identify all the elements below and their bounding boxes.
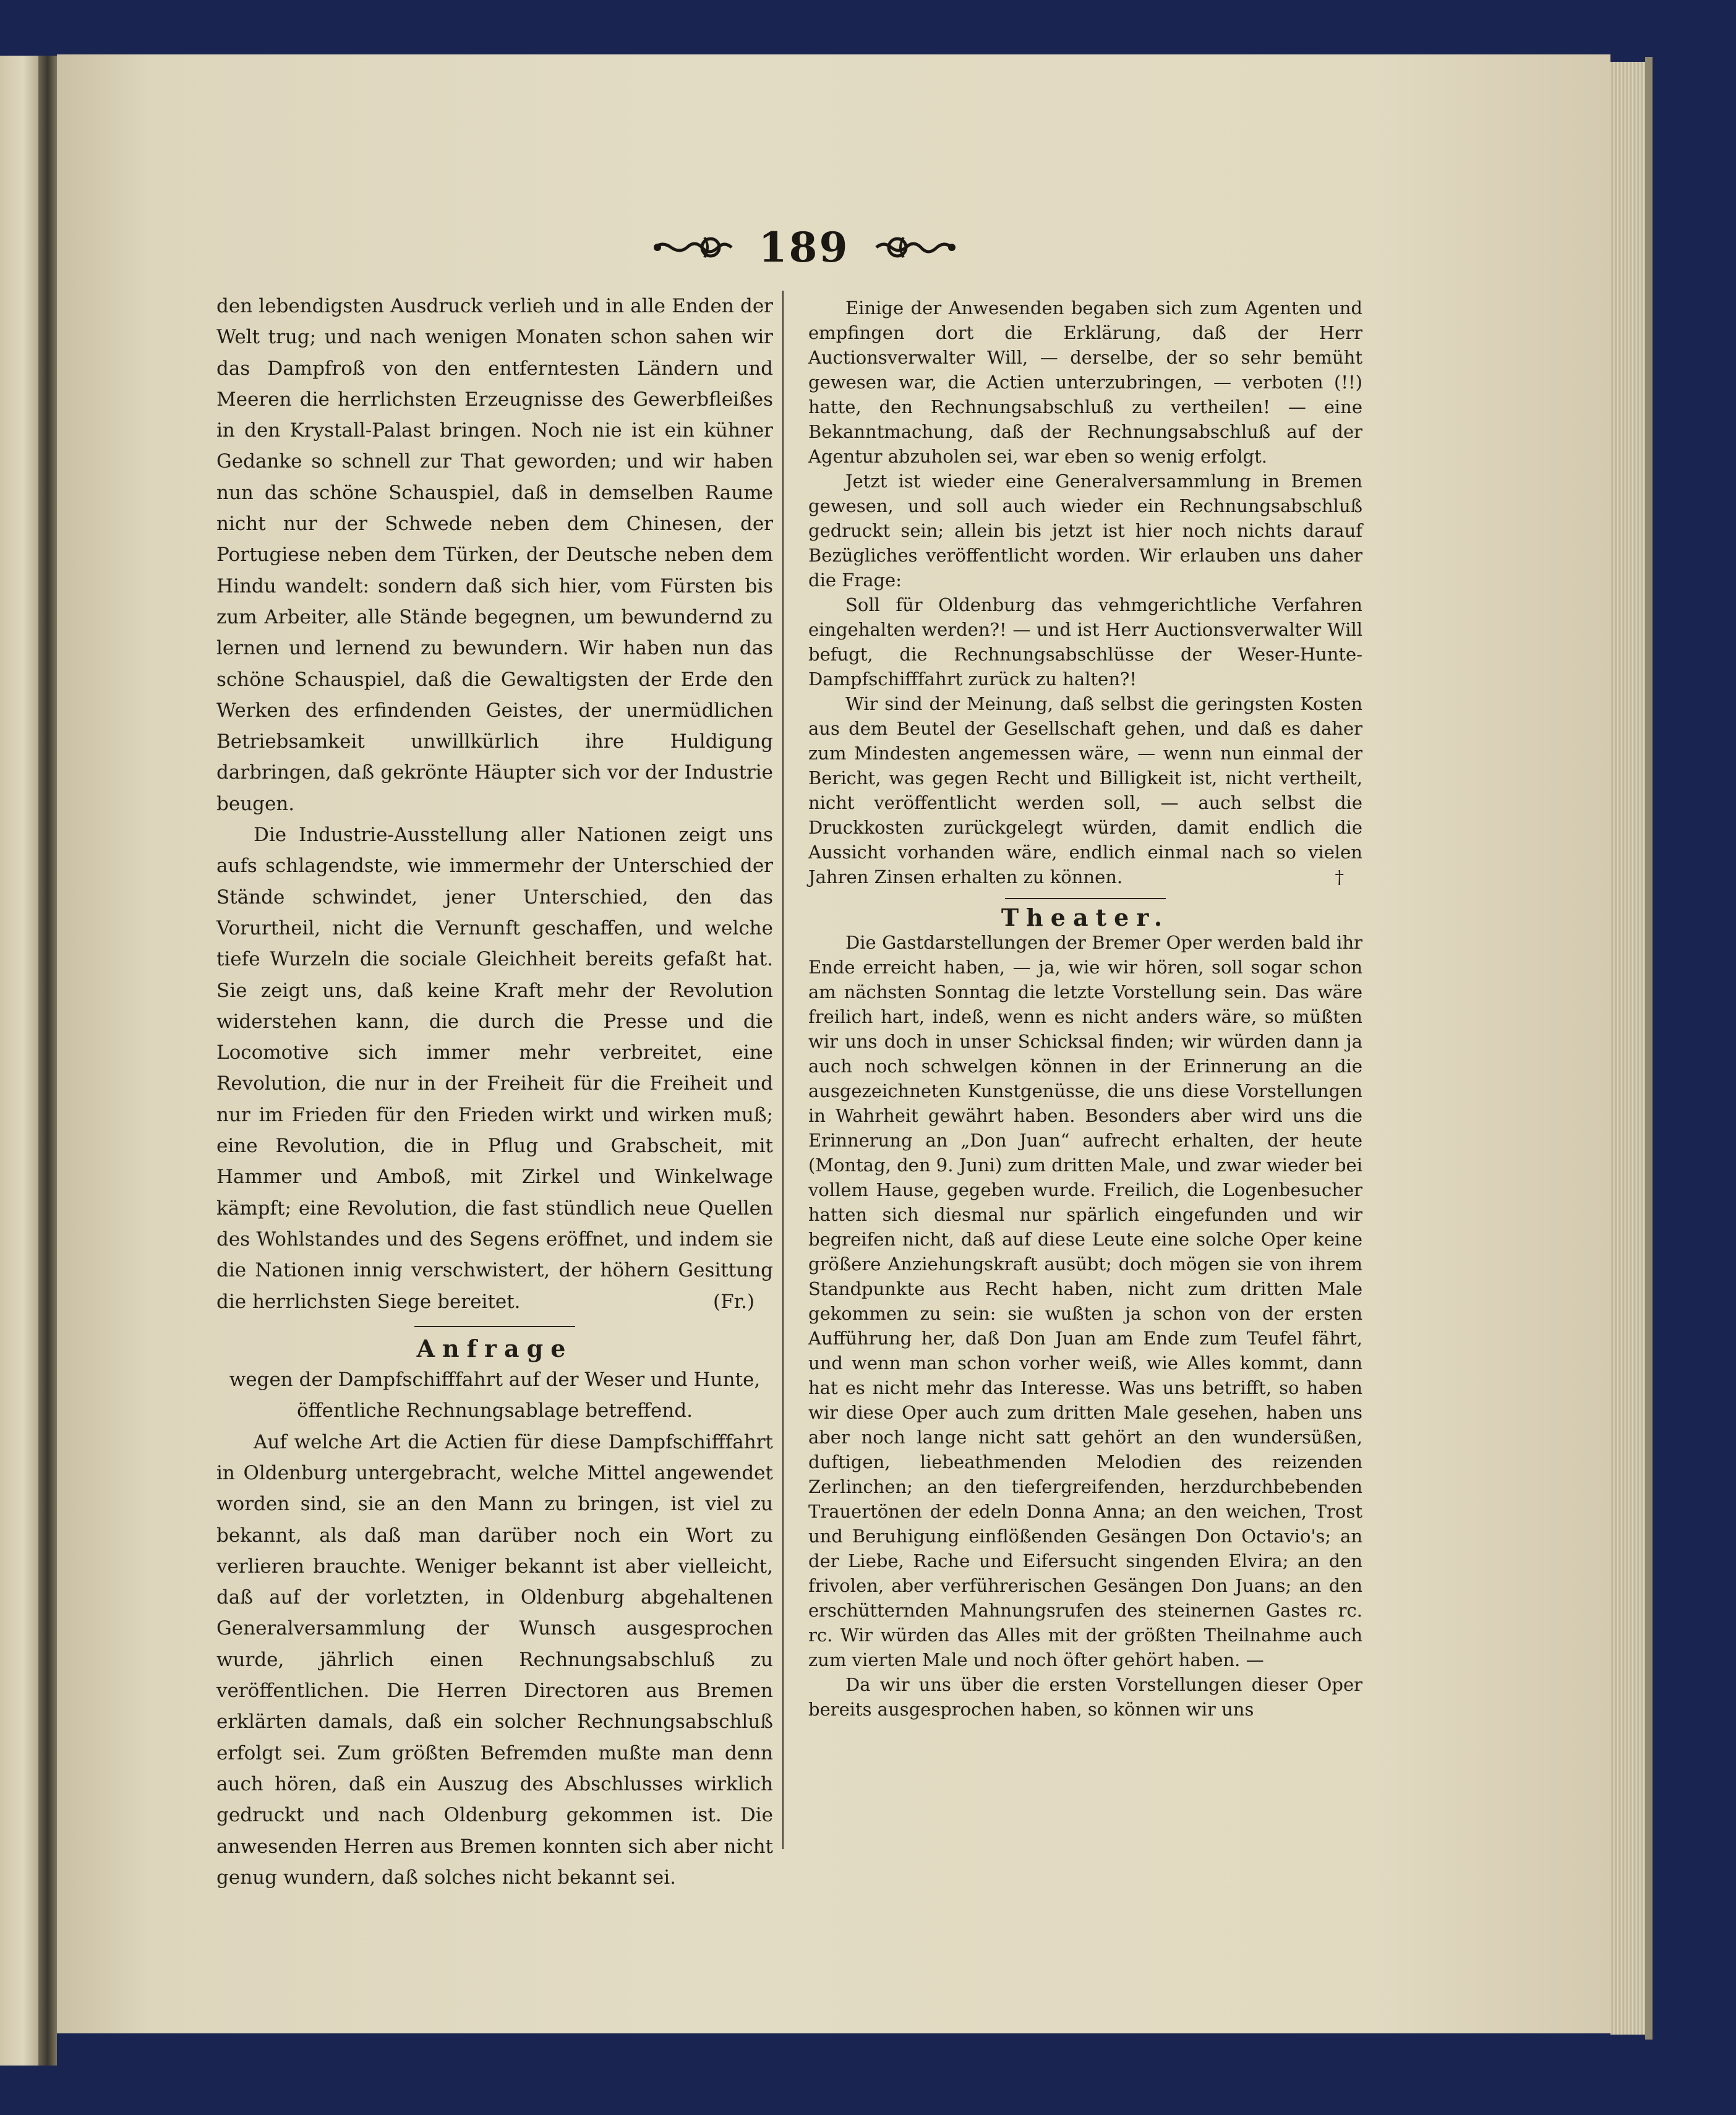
anfrage-paragraph: Auf welche Art die Actien für diese Dampfschifffahrt in Oldenburg untergebracht, welche Mittel angewendet worden sind, sie an den Mann zu bringen, ist viel zu bekannt, als daß man darüber noch ein Wort zu verlieren brauchte. Weniger bekannt ist aber vielleicht, daß auf der vorletzten, in Oldenburg abgehaltenen Generalversammlung der Wunsch ausgesprochen wurde, jährlich einen Rechnungsabschluß zu veröffentlichen. Die Herren Directoren aus Bremen erklärten damals, daß ein solcher Rechnungsabschluß erfolgt sei. Zum größten Befremden mußte man denn auch hören, daß ein Auszug des Abschlusses wirklich gedruckt und nach Oldenburg gekommen ist. Die anwesenden Herren aus Bremen konnten sich aber nicht genug wundern, daß solches nicht bekannt sei.: [216, 1430, 773, 1889]
theater-paragraph: Die Gastdarstellungen der Bremer Oper werden bald ihr Ende erreicht haben, — ja, wie wir hören, soll sogar schon am nächsten Sonntag die letzte Vorstellung sein. Das wäre freilich hart, indeß, wenn es nicht anders wäre, so müßten wir uns doch in unser Schicksal finden; wir würden dann ja auch noch schwelgen können in der Erinnerung an die ausgezeichneten Kunstgenüsse, die uns diese Vorstellungen in Wahrheit gewährt haben. Besonders aber wird uns die Erinnerung an „Don Juan“ aufrecht erhalten, der heute (Montag, den 9. Juni) zum dritten Male, und zwar wieder bei vollem Hause, gegeben wurde. Freilich, die Logenbesucher hatten sich diesmal nur spärlich eingefunden und wir begreifen nicht, daß auf diese Leute eine solche Oper keine größere Anziehungskraft ausübt; doch mögen sie von ihrem Standpunkte aus Recht haben, nicht zum dritten Male gekommen zu sein: sie wußten ja schon von der ersten Aufführung her, daß Don Juan am Ende zum Teufel fährt, und wenn man schon vorher weiß, wie Alles kommt, dann hat es nicht mehr das Interesse. Was uns betrifft, so haben wir diese Oper auch zum dritten Male gesehen, haben uns aber noch lange nicht satt gehört an den wundersüßen, duftigen, liebeathmenden Melodien des reizenden Zerlinchen; an den tiefergreifenden, herzdurchbebenden Trauertönen der edeln Donna Anna; an den weichen, Trost und Beruhigung einflößenden Gesängen Don Octavio's; an der Liebe, Rache und Eifersucht singenden Elvira; an den frivolen, aber verführerischen Gesängen Don Juans; an den erschütternden Mahnungsrufen des steinernen Gastes rc. rc. Wir würden das Alles mit der größten Theilnahme auch zum vierten Male und noch öfter gehört haben. —: [808, 932, 1362, 1670]
agent-paragraph: Einige der Anwesenden begaben sich zum Agenten und empfingen dort die Erklärung, daß der Herr Auctionsverwalter Will, — derselbe, der so sehr bemüht gewesen war, die Actien unterzubringen, — verboten (!!) hatte, den Rechnungsabschluß zu vertheilen! — eine Bekanntmachung, daß der Rechnungsabschluß auf der Agentur abzuholen sei, war eben so wenig erfolgt.: [808, 297, 1362, 467]
anfrage-subheading-line-2: öffentliche Rechnungsablage betreffend.: [296, 1399, 693, 1422]
theater-continuation-paragraph: Da wir uns über die ersten Vorstellungen dieser Oper bereits ausgesprochen haben, so können wir uns: [808, 1674, 1362, 1720]
crystal-palace-paragraph: den lebendigsten Ausdruck verlieh und in alle Enden der Welt trug; und nach wenigen Monaten schon sahen wir das Dampfroß von den entferntesten Ländern und Meeren die herrlichsten Erzeugnisse des Gewerbfleißes in den Krystall-Palast bringen. Noch nie ist ein kühner Gedanke so schnell zur That geworden; und wir haben nun das schöne Schauspiel, daß in demselben Raume nicht nur der Schwede neben dem Chinesen, der Portugiese neben dem Türken, der Deutsche neben dem Hindu wandelt: sondern daß sich hier, vom Fürsten bis zum Arbeiter, alle Stände begegnen, um bewundernd zu lernen und lernend zu bewundern. Wir haben nun das schöne Schauspiel, daß die Gewaltigsten der Erde den Werken des erfindenden Geistes, der unermüdlichen Betriebsamkeit unwillkürlich ihre Huldigung darbringen, daß gekrönte Häupter sich vor der Industrie beugen.: [216, 295, 773, 815]
left-column: [216, 291, 773, 1893]
section-divider: [414, 1326, 575, 1327]
cross-signature: †: [1335, 866, 1344, 887]
column-divider: [782, 291, 784, 1849]
book-cover-edge: [1645, 57, 1653, 2040]
opinion-paragraph: [808, 691, 1362, 889]
right-ornament-icon: [871, 229, 958, 266]
article-signature: (Fr.): [713, 1290, 755, 1313]
general-assembly-paragraph: Jetzt ist wieder eine Generalversammlung in Bremen gewesen, und soll auch wieder ein Rechnungsabschluß gedruckt sein; allein bis jetzt ist hier noch nichts darauf Bezügliches veröffentlicht worden. Wir erlauben uns daher die Frage:: [808, 471, 1362, 591]
opinion-text: Wir sind der Meinung, daß selbst die geringsten Kosten aus dem Beutel der Gesellschaft gehen, und daß es daher zum Mindesten angemessen wäre, — wenn nun einmal der Bericht, was gegen Recht und Billigkeit ist, nicht vertheilt, nicht veröffentlicht werden soll, — auch selbst die Druckkosten zurückgelegt würden, damit endlich die Aussicht vorhanden wäre, endlich einmal nach so vielen Jahren Zinsen erhalten zu können.: [808, 693, 1362, 887]
question-paragraph: Soll für Oldenburg das vehmgerichtliche Verfahren eingehalten werden?! — und ist Herr Auctionsverwalter Will befugt, die Rechnungsabschlüsse der Weser-Hunte-Dampfschifffahrt zurück zu halten?!: [808, 594, 1362, 690]
right-column: [808, 296, 1362, 1722]
industry-exhibition-text: Die Industrie-Ausstellung aller Nationen zeigt uns aufs schlagendste, wie immermehr der Unterschied der Stände schwindet, jener Unterschied, den das Vorurtheil, nicht die Vernunft geschaffen, und welche tiefe Wurzeln die sociale Gleichheit bereits gefaßt hat. Sie zeigt uns, daß keine Kraft mehr der Revolution widerstehen kann, die durch die Presse und die Locomotive sich immer mehr verbreitet, eine Revolution, die nur in der Freiheit für die Freiheit und nur im Frieden für den Frieden wirkt und wirken muß; eine Revolution, die in Pflug und Grabscheit, mit Hammer und Amboß, mit Zirkel und Winkelwage kämpft; eine Revolution, die fast stündlich neue Quellen des Wohlstandes und des Segens eröffnet, und indem sie die Nationen innig verschwistert, der höhern Gesittung die herrlichsten Siege bereitet.: [216, 824, 773, 1313]
page-number: 189: [758, 223, 850, 271]
page-header: [643, 220, 965, 275]
theater-divider: [1005, 898, 1166, 899]
theater-heading: Theater.: [1001, 904, 1170, 931]
industry-exhibition-paragraph: [216, 819, 773, 1317]
facing-page-edge: [0, 56, 38, 2066]
page-block-edge: [1610, 62, 1645, 2035]
left-ornament-icon: [650, 229, 737, 266]
anfrage-subheading-line-1: wegen der Dampfschifffahrt auf der Weser und Hunte,: [229, 1369, 761, 1391]
book-gutter: [38, 56, 57, 2066]
anfrage-heading: Anfrage: [416, 1334, 573, 1362]
